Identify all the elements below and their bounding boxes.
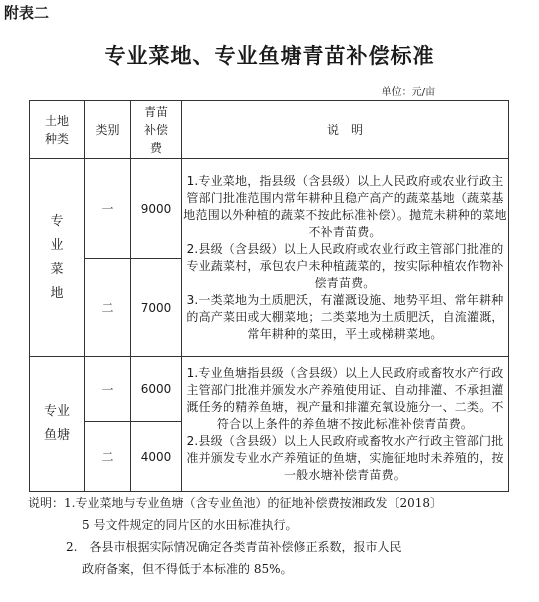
land-type-label: 专业菜地: [50, 213, 64, 301]
notes-section: [28, 492, 526, 580]
compensation-value: 4000: [131, 422, 182, 492]
description-cell: [182, 159, 509, 357]
category-cell: 二: [85, 259, 131, 357]
header-land-type: 土地种类: [30, 101, 85, 159]
description-paragraph: 3.一类菜地为土质肥沃，有灌溉设施、地势平坦、常年耕种的高产菜田或大棚菜地；二类菜地为土质肥沃，自流灌溉，常年耕种的菜田，平土或梯耕菜地。: [186, 292, 504, 341]
table-row: [30, 159, 509, 259]
page-title: 专业菜地、专业鱼塘青苗补偿标准: [104, 43, 435, 68]
description-cell: [182, 357, 509, 492]
note-line: 说明：1.专业菜地与专业鱼塘（含专业鱼池）的征地补偿费按湘政发〔2018〕: [28, 496, 442, 510]
description-paragraph: 1.专业鱼塘指县级（含县级）以上人民政府或畜牧水产行政主管部门批准并颁发水产养殖使用证、自动排灌、不承担灌溉任务的精养鱼塘，视产量和排灌充氧设施分一、二类。不符合以上条件的养鱼塘不按此标准补偿青苗费。: [186, 365, 504, 431]
table-header-row: [30, 101, 509, 159]
header-compensation: 青苗补偿费: [131, 101, 182, 159]
description-paragraph: 2.县级（含县级）以上人民政府或畜牧水产行政主管部门批准并颁发专业水产养殖证的鱼塘，实施征地时未养殖的，按一般水塘补偿青苗费。: [186, 433, 504, 482]
unit-label: 单位：元/亩: [381, 87, 435, 98]
note-line: 5 号文件规定的同片区的水田标准执行。: [82, 518, 298, 532]
compensation-value: 7000: [131, 259, 182, 357]
category-cell: 一: [85, 357, 131, 422]
category-cell: 一: [85, 159, 131, 259]
compensation-value: 9000: [131, 159, 182, 259]
header-category: 类别: [85, 101, 131, 159]
compensation-table: [29, 100, 509, 492]
category-cell: 二: [85, 422, 131, 492]
table-row: [30, 357, 509, 422]
appendix-label: 附表二: [4, 4, 50, 22]
note-line: 政府备案，但不得低于本标准的 85%。: [82, 562, 293, 576]
description-paragraph: 2.县级（含县级）以上人民政府或农业行政主管部门批准的专业蔬菜村，承包农户未种植蔬菜的，按实际种植农作物补偿青苗费。: [186, 241, 504, 290]
compensation-value: 6000: [131, 357, 182, 422]
land-type-label: 专业鱼塘: [43, 404, 70, 443]
note-line: 2. 各县市根据实际情况确定各类青苗补偿修正系数，报市人民: [66, 540, 402, 554]
description-paragraph: 1.专业菜地，指县级（含县级）以上人民政府或农业行政主管部门批准范围内常年耕种且稳产高产的蔬菜基地（蔬菜基地范围以外种植的蔬菜不按此标准补偿）。抛荒未耕种的菜地不补青苗费。: [183, 173, 507, 239]
land-type-vegetable: [30, 159, 85, 357]
land-type-fishpond: [30, 357, 85, 492]
header-description: 说 明: [182, 101, 509, 159]
